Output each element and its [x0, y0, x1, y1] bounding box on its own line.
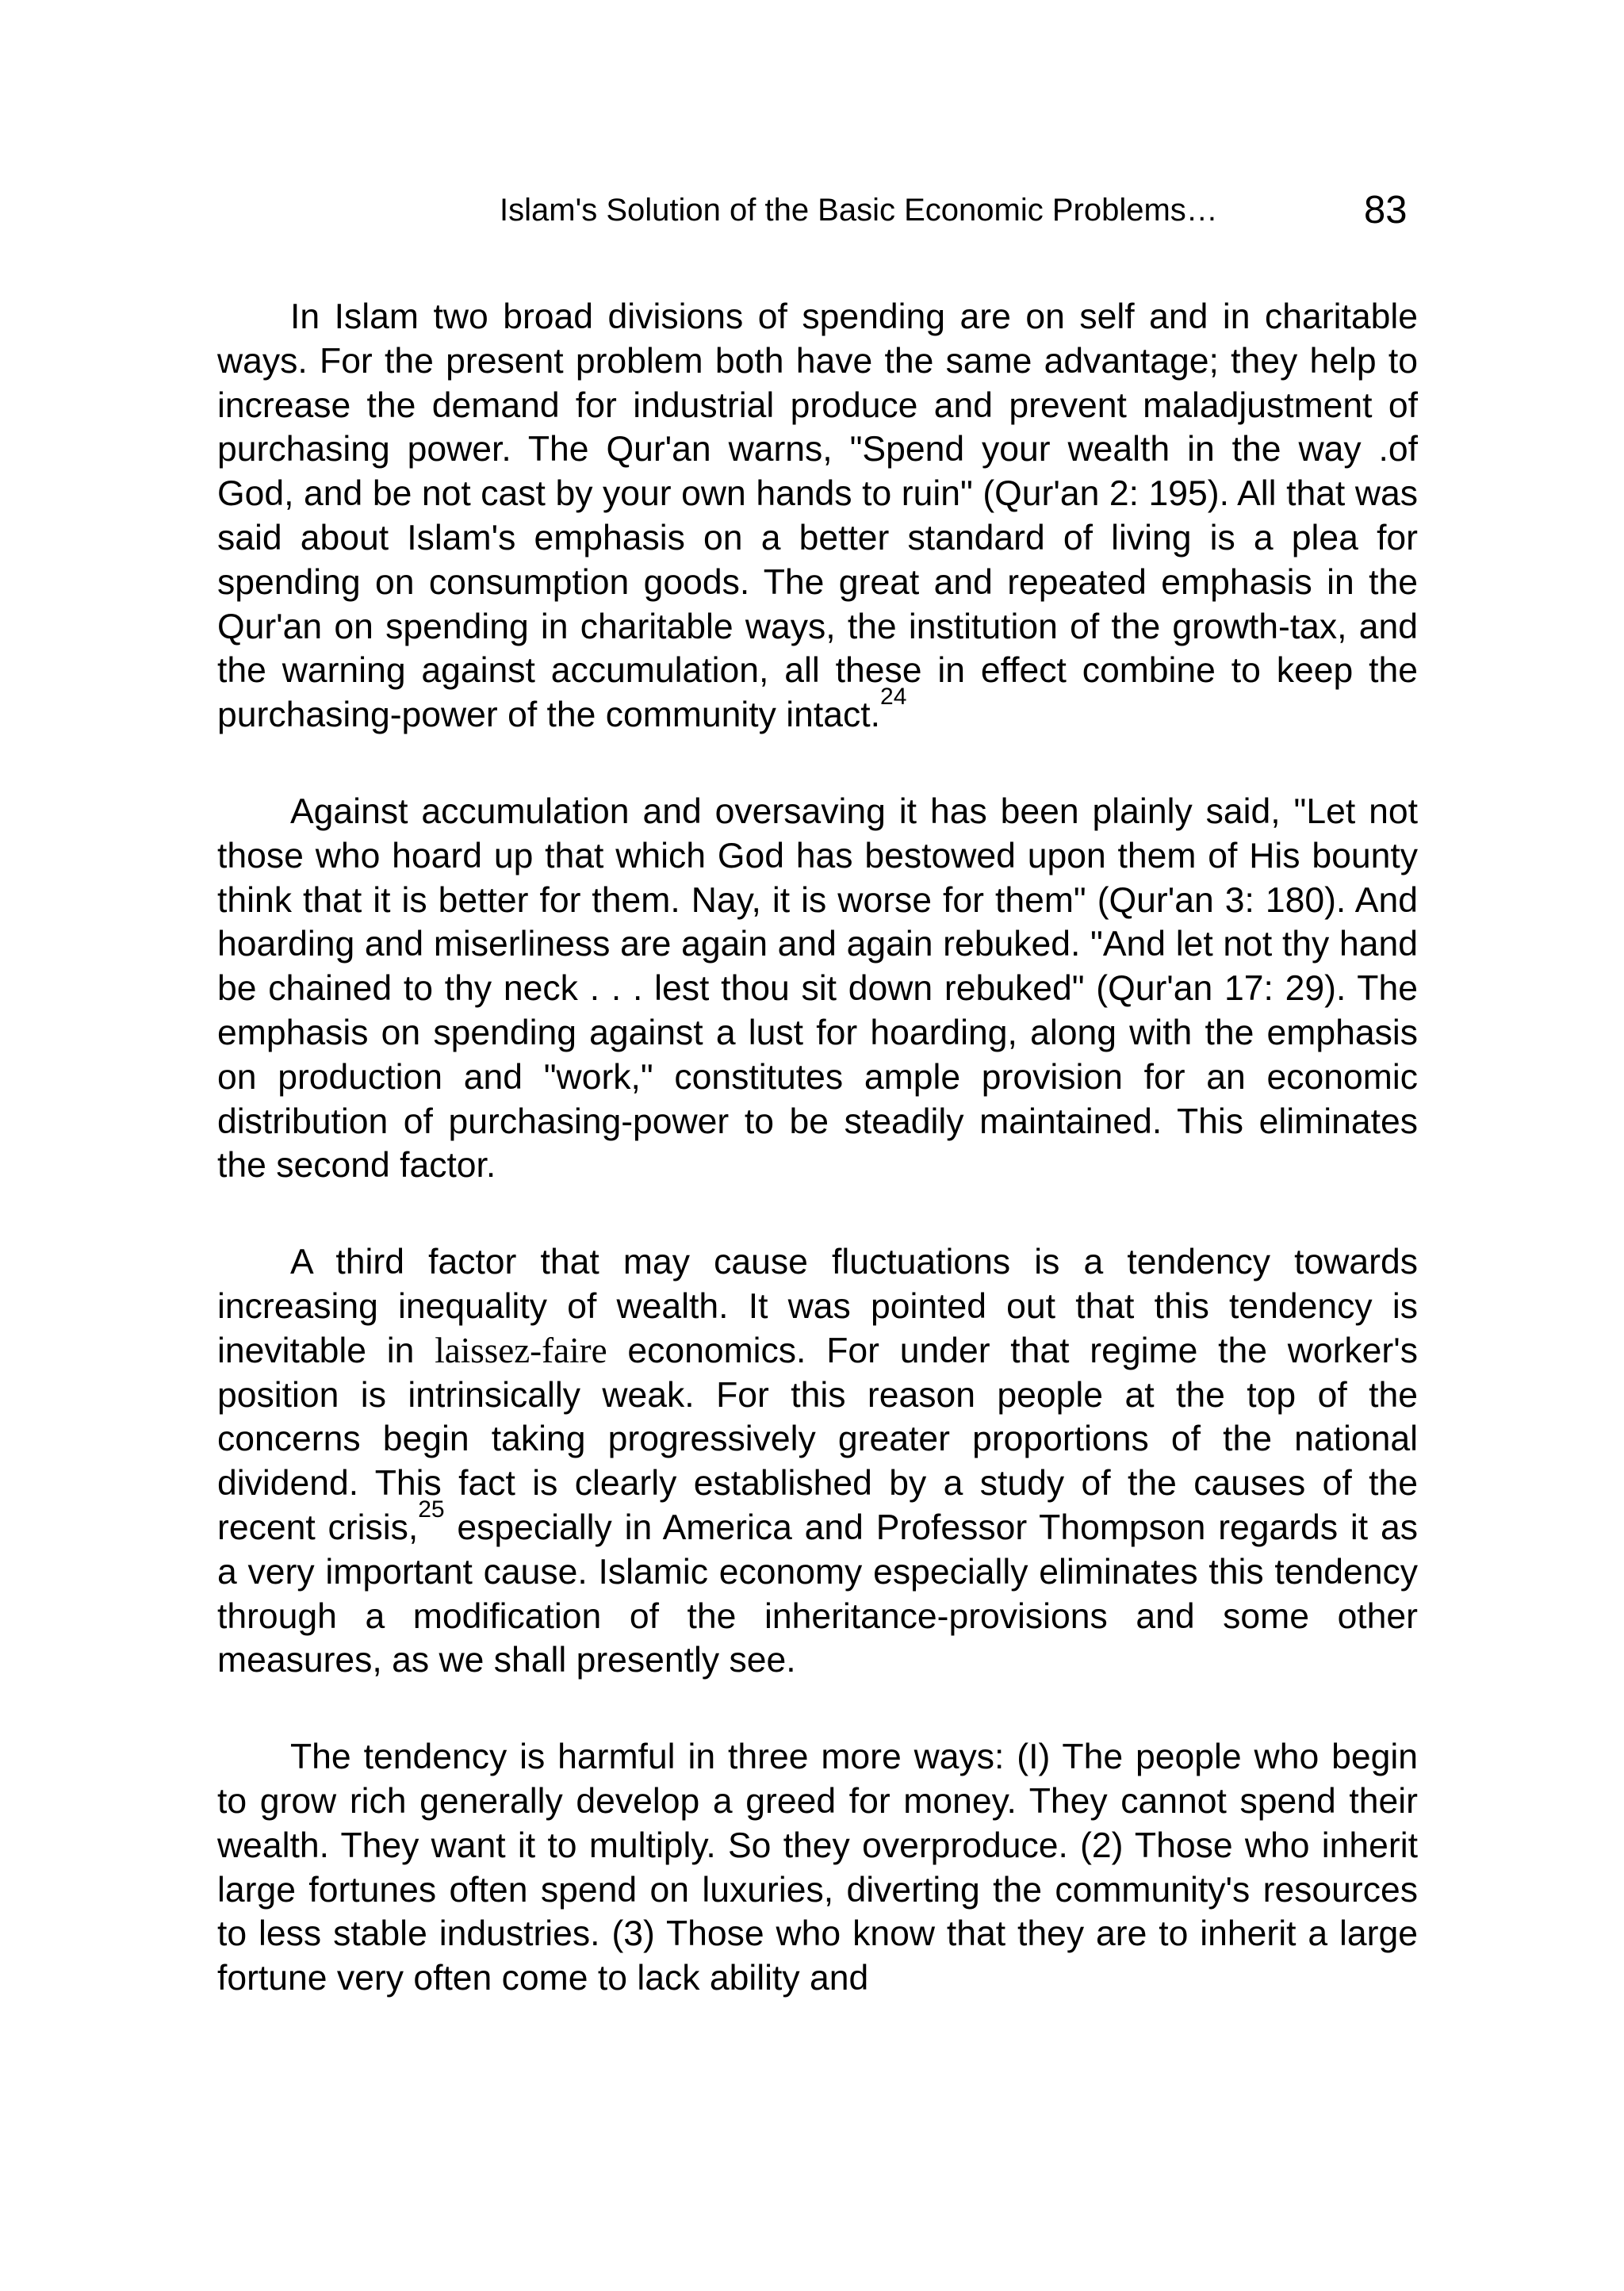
paragraph-4-text: The tendency is harmful in three more ways: (I) The people who begin to grow rich generally develop a greed for money. They cannot spend their wealth. They want it to multiply. So they overproduce. (2) Those who inherit large fortunes often spend on luxuries, diverting the community's resources to less stable industries. (3) Those who know that they are to inherit a large fortune very often come to lack ability and — [217, 1737, 1418, 1998]
laissez-faire-term: laissez-faire — [435, 1330, 607, 1370]
paragraph-2-text: Against accumulation and oversaving it has been plainly said, "Let not those who hoard up that which God has bestowed upon them of His bounty think that it is better for them. Nay, it is worse for them" (Qur'an 3: 180). And hoarding and miserliness are again and again rebuked. "And let not thy hand be chained to thy neck . . . lest thou sit down rebuked" (Qur'an 17: 29). The emphasis on spending against a lust for hoarding, along with the emphasis on production and "work," constitutes ample provision for an economic distribution of purchasing-power to be steadily maintained. This eliminates the second factor. — [217, 791, 1418, 1186]
footnote-ref-25: 25 — [418, 1496, 445, 1523]
running-head-title: Islam's Solution of the Basic Economic Problems… — [500, 193, 1218, 228]
footnote-ref-24: 24 — [880, 684, 907, 711]
paragraph-1 — [217, 295, 1418, 737]
paragraph-3-text-a: A third factor that may cause fluctuations is a tendency towards increasing inequality of wealth. It was pointed out that this tendency is inevitable in — [217, 1243, 1418, 1370]
page-number: 83 — [1364, 189, 1408, 232]
paragraph-3 — [217, 1240, 1418, 1683]
paragraph-1-text: In Islam two broad divisions of spending are on self and in charitable ways. For the present problem both have the same advantage; they help to increase the demand for industrial produce and prevent maladjustment of purchasing power. The Qur'an warns, "Spend your wealth in the way .of God, and be not cast by your own hands to ruin" (Qur'an 2: 195). All that was said about Islam's emphasis on a better standard of living is a plea for spending on consumption goods. The great and repeated emphasis in the Qur'an on spending in charitable ways, the institution of the growth-tax, and the warning against accumulation, all these in effect combine to keep the purchasing-power of the community intact. — [217, 297, 1418, 735]
paragraph-3-text-c: especially in America and Professor Thompson regards it as a very important cause. Islamic economy especially eliminates this tendency through a modification of the inheritance-provisions and some other measures, as we shall presently see. — [217, 1508, 1418, 1680]
body-text — [217, 295, 1418, 2001]
paragraph-2 — [217, 790, 1418, 1188]
paragraph-3-text-b: economics. For under that regime the worker's position is intrinsically weak. For this reason people at the top of the concerns begin taking progressively greater proportions of the national dividend. This fact is clearly established by a study of the causes of the recent crisis, — [217, 1331, 1419, 1547]
paragraph-4 — [217, 1735, 1418, 2001]
